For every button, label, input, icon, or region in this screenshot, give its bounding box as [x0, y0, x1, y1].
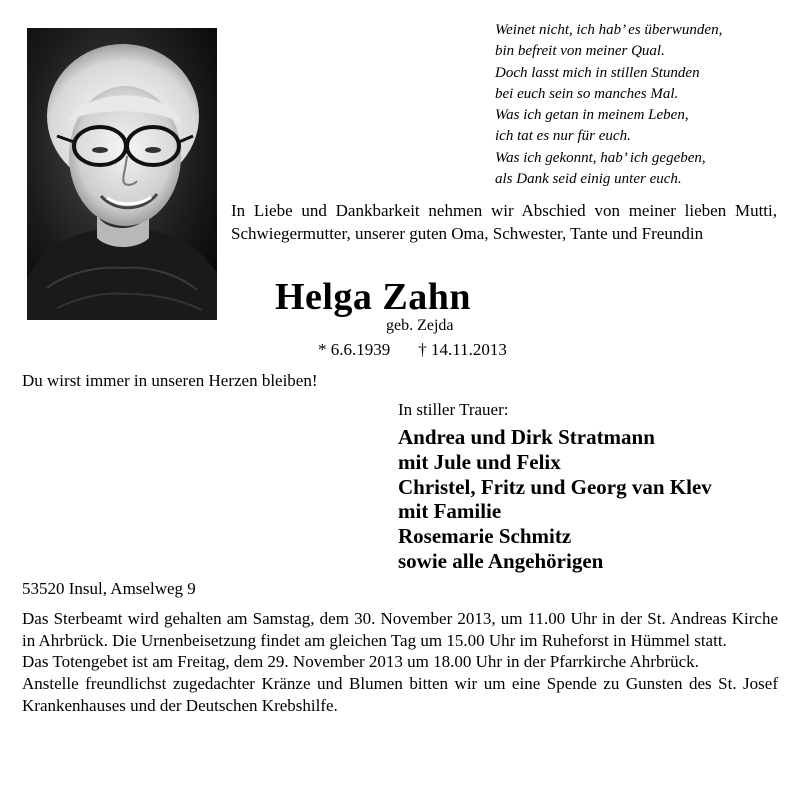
mourner-line: sowie alle Angehörigen: [398, 548, 604, 573]
mourning-label: In stiller Trauer:: [398, 400, 509, 419]
life-dates: [318, 339, 507, 361]
birth-name: geb. Zejda: [386, 317, 454, 334]
poem-line: bei euch sein so manches Mal.: [495, 85, 679, 102]
prayer-info: Das Totengebet ist am Freitag, dem 29. November 2013 um 18.00 Uhr in der Pfarrkirche Ahrbrück.: [22, 652, 699, 672]
address: 53520 Insul, Amselweg 9: [22, 579, 196, 598]
birth-date: * 6.6.1939: [318, 340, 391, 359]
death-date: † 14.11.2013: [418, 340, 507, 359]
mourner-line: mit Familie: [398, 499, 502, 524]
intro-text: In Liebe und Dankbarkeit nehmen wir Abschied von meiner lieben Mutti, Schwiegermutter, unserer guten Oma, Schwester, Tante und Freundin: [231, 201, 777, 243]
poem: [495, 20, 795, 190]
mourner-line: Christel, Fritz und Georg van Klev: [398, 474, 712, 499]
poem-line: ich tat es nur für euch.: [495, 128, 631, 145]
mourners-list: [398, 425, 712, 574]
farewell-line: Du wirst immer in unseren Herzen bleiben!: [22, 371, 318, 390]
poem-line: Doch lasst mich in stillen Stunden: [495, 64, 700, 81]
poem-line: Was ich getan in meinem Leben,: [495, 107, 689, 124]
funeral-mass-info: Das Sterbeamt wird gehalten am Samstag, dem 30. November 2013, um 11.00 Uhr in der St. Andreas Kirche in Ahrbrück. Die Urnenbeisetzung findet am gleichen Tag um 15.00 Uhr im Ruheforst in Hümmel statt.: [22, 609, 778, 650]
deceased-name: [0, 275, 800, 319]
mourner-line: Rosemarie Schmitz: [398, 524, 572, 549]
mourner-line: Andrea und Dirk Stratmann: [398, 425, 655, 449]
poem-line: bin befreit von meiner Qual.: [495, 43, 665, 60]
poem-line: Weinet nicht, ich hab’ es überwunden,: [495, 22, 723, 38]
service-info: [22, 608, 778, 717]
mourner-line: mit Jule und Felix: [398, 449, 561, 474]
deceased-name-text: Helga Zahn: [274, 276, 472, 318]
donation-info: Anstelle freundlichst zugedachter Kränze und Blumen bitten wir um eine Spende zu Gunsten des St. Josef Krankenhauses und der Deutschen Krebshilfe.: [22, 674, 778, 715]
poem-line: als Dank seid einig unter euch.: [495, 171, 682, 188]
poem-line: Was ich gekonnt, hab’ ich gegeben,: [495, 149, 706, 166]
